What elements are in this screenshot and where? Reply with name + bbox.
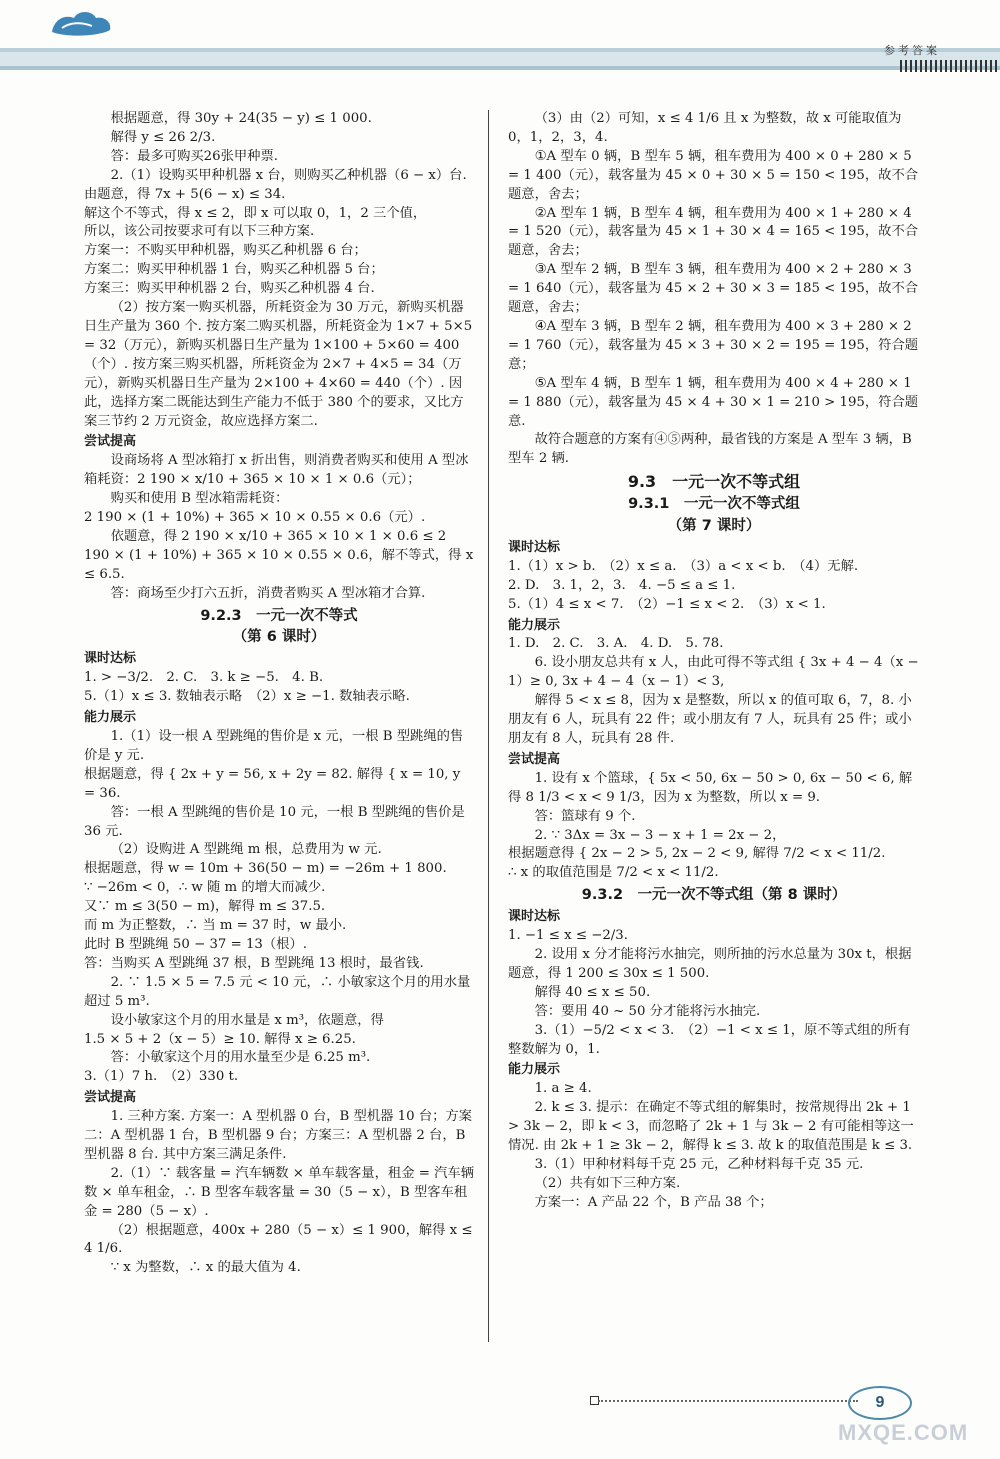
answer-line: 答：当购买 A 型跳绳 37 根，B 型跳绳 13 根时，最省钱. [84, 955, 424, 971]
answer-line: 解得 5 < x ≤ 8，因为 x 是整数，所以 x 的值可取 6，7，8. 小朋友有 6 人，玩具有 22 件；或小朋友有 7 人，玩具有 25 件；或小朋友有 8 人，玩具有 28 件. [508, 693, 912, 746]
answer-line: （2）共有如下三种方案. [534, 1175, 681, 1191]
answer-line: 2. ∵ 1.5 × 5 = 7.5 元 < 10 元，∴ 小敏家这个月的用水量超过 5 m³. [84, 974, 471, 1009]
section-heading: 9.2.3 一元一次不等式 [200, 607, 358, 624]
section-heading: 9.3.2 一元一次不等式组（第 8 课时） [581, 887, 847, 904]
header-tick-marks [900, 60, 1000, 72]
section-heading: 9.3.1 一元一次不等式组 [628, 496, 800, 513]
answer-line: 依题意，得 2 190 × x/10 + 365 × 10 × 1 × 0.6 ≤ 2 190 × (1 + 10%) + 365 × 10 × 0.55 × 0.6，解不等式，得 x ≤ 6.5. [84, 528, 478, 582]
answer-line: 答：小敏家这个月的用水量至少是 6.25 m³. [110, 1050, 371, 1066]
section-label: 尝试提高 [84, 434, 137, 450]
answer-line: ∵ x 为整数，∴ x 的最大值为 4. [110, 1260, 301, 1276]
answer-line: （2）设购进 A 型跳绳 m 根，总费用为 w 元. [110, 842, 382, 858]
answer-line: 设小敏家这个月的用水量是 x m³，依题意，得 [110, 1012, 384, 1028]
answer-line: 2. ∵ 3Δx = 3x − 3 − x + 1 = 2x − 2， [534, 827, 786, 843]
answer-line: 所以，该公司按要求可有以下三种方案. [84, 224, 315, 240]
answer-line: （2）根据题意，400x + 280（5 − x）≤ 1 900，解得 x ≤ 4 1/6. [84, 1222, 477, 1257]
watermark: MXQE.COM [838, 1420, 969, 1445]
answer-line: ②A 型车 1 辆，B 型车 4 辆，租车费用为 400 × 1 + 280 × 4 = 1 520（元），载客量为 45 × 1 + 30 × 4 = 165 < 195，故不合题意，舍去； [508, 205, 919, 259]
answer-line: 此时 B 型跳绳 50 − 37 = 13（根）. [84, 936, 308, 952]
answer-line: 购买和使用 B 型冰箱需耗资： [110, 491, 289, 507]
answer-line: 答：最多可购买26张甲种票. [110, 148, 279, 164]
answer-line: 根据题意，得 30y + 24(35 − y) ≤ 1 000. [110, 111, 372, 126]
answer-line: 根据题意，得 { 2x + y = 56, x + 2y = 82. 解得 { x = 10, y = 36. [84, 766, 465, 801]
answer-line: ④A 型车 3 辆，B 型车 2 辆，租车费用为 400 × 3 + 280 × 2 = 1 760（元），载客量为 45 × 3 + 30 × 2 = 195 = 195，符合题意； [508, 318, 919, 372]
answer-line: 方案三：购买甲种机器 2 台，购买乙种机器 4 台. [84, 281, 375, 297]
answer-line: 方案一：A 产品 22 个，B 产品 38 个； [534, 1194, 773, 1210]
left-column [84, 110, 478, 1278]
answer-line: 答：一根 A 型跳绳的售价是 10 元，一根 B 型跳绳的售价是 36 元. [84, 804, 470, 839]
answer-line: 而 m 为正整数，∴ 当 m = 37 时，w 最小. [84, 918, 347, 934]
answer-line: 1.（1）设一根 A 型跳绳的售价是 x 元，一根 B 型跳绳的售价是 y 元. [84, 729, 464, 763]
section-label: 课时达标 [508, 539, 561, 555]
answer-line: 方案二：购买甲种机器 1 台，购买乙种机器 5 台； [84, 262, 384, 278]
answer-line: 1. −1 ≤ x ≤ −2/3. [508, 928, 628, 944]
section-label: 能力展示 [84, 710, 137, 726]
answer-line: 解得 40 ≤ x ≤ 50. [534, 984, 651, 1000]
answer-line: 答：商场至少打六五折，消费者购买 A 型冰箱才合算. [110, 585, 426, 601]
section-label: 能力展示 [508, 1062, 561, 1078]
answer-line: ∴ x 的取值范围是 7/2 < x < 11/2. [508, 865, 719, 881]
column-divider [488, 110, 489, 1342]
page-header-band [0, 0, 1000, 78]
answer-line: 1. 三种方案. 方案一：A 型机器 0 台，B 型机器 10 台；方案二：A 型机器 1 台，B 型机器 9 台；方案三：A 型机器 2 台，B 型机器 8 台. 其中方案三满足条件. [84, 1109, 473, 1162]
answer-line: 2.（1）设购买甲种机器 x 台，则购买乙种机器（6 − x）台. [110, 167, 467, 183]
answer-line: 方案一：不购买甲种机器，购买乙种机器 6 台； [84, 243, 367, 259]
answer-line: 1. a ≥ 4. [534, 1081, 592, 1097]
answer-line: 1.（1）x > b. （2）x ≤ a. （3）a < x < b. （4）无解. [508, 558, 859, 574]
answer-line: 又∵ m ≤ 3(50 − m)，解得 m ≤ 37.5. [84, 899, 326, 915]
answer-line: 6. 设小朋友总共有 x 人，由此可得不等式组 { 3x + 4 − 4（x − 1）≥ 0, 3x + 4 − 4（x − 1）< 3, [508, 655, 923, 690]
answer-line: 2. 设用 x 分才能将污水抽完，则所抽的污水总量为 30x t，根据题意，得 1 200 ≤ 30x ≤ 1 500. [508, 946, 912, 981]
answer-line: 3.（1）甲种材料每千克 25 元，乙种材料每千克 35 元. [534, 1156, 864, 1172]
answer-line: （3）由（2）可知，x ≤ 4 1/6 且 x 为整数，故 x 可能取值为 0，1，2，3，4. [508, 111, 906, 145]
answer-line: （2）按方案一购买机器，所耗资金为 30 万元，新购买机器日生产量为 360 个. 按方案二购买机器，所耗资金为 1×7 + 5×5 = 32（万元），新购买机器日生产量为 1×100 + 5×60 = 400（个）. 按方案三购买机器，所耗资金为 2×7 + 4×5 = 34（万元），新购买机器日生产量为 2×100 + 4×60 = 440（个）. 因此，选择方案二既能达到生产能力不低于 380 个的要求，又比方案三节约 2 万元资金，故应选择方案二. [84, 300, 477, 429]
page-number: 9 [848, 1386, 912, 1420]
cloud-logo-icon [48, 6, 118, 40]
answer-line: 5.（1）4 ≤ x < 7. （2）−1 ≤ x < 2. （3）x < 1. [508, 596, 826, 612]
answer-line: 解这个不等式，得 x ≤ 2，即 x 可以取 0，1，2 三个值， [84, 205, 427, 221]
answer-line: 设商场将 A 型冰箱打 x 折出售，则消费者购买和使用 A 型冰箱耗资：2 190 × x/10 + 365 × 10 × 1 × 0.6（元）； [84, 453, 469, 488]
section-heading: （第 7 课时） [667, 518, 761, 535]
answer-line: 2. k ≤ 3. 提示：在确定不等式组的解集时，按常规得出 2k + 1 > 3k − 2，即 k < 3，而忽略了 2k + 1 与 3k − 2 有可能相等这一情况. 由 2k + 1 ≥ 3k − 2，解得 k ≤ 3. 故 k 的取值范围是 k ≤ 3. [508, 1100, 916, 1154]
answer-line: 3.（1）7 h. （2）330 t. [84, 1069, 239, 1085]
answer-line: 5.（1）x ≤ 3. 数轴表示略 （2）x ≥ −1. 数轴表示略. [84, 689, 410, 705]
answer-line: 根据题意得 { 2x − 2 > 5, 2x − 2 < 9, 解得 7/2 < x < 11/2. [508, 846, 886, 862]
answer-line: ∵ −26m < 0，∴ w 随 m 的增大而减少. [84, 880, 326, 896]
answer-line: ⑤A 型车 4 辆，B 型车 1 辆，租车费用为 400 × 4 + 280 × 1 = 1 880（元），载客量为 45 × 4 + 30 × 1 = 210 > 195，符合题意. [508, 375, 919, 429]
footer-dotted-line [598, 1400, 858, 1402]
answer-line: 1. > −3/2. 2. C. 3. k ≥ −5. 4. B. [84, 670, 324, 686]
section-label: 尝试提高 [508, 751, 561, 767]
answer-line: 2 190 × (1 + 10%) + 365 × 10 × 0.55 × 0.6（元）. [84, 510, 426, 526]
section-heading: 9.3 一元一次不等式组 [627, 472, 801, 492]
reference-answer-label: 参考答案 [884, 44, 940, 57]
right-column [508, 110, 923, 1213]
header-decoration [0, 0, 1000, 78]
answer-line: 故符合题意的方案有④⑤两种，最省钱的方案是 A 型车 3 辆，B 型车 2 辆. [508, 432, 916, 467]
section-label: 课时达标 [84, 651, 137, 667]
answer-line: 1. 设有 x 个篮球，{ 5x < 50, 6x − 50 > 0, 6x − 50 < 6, 解得 8 1/3 < x < 9 1/3，因为 x 为整数，所以 x = 9. [508, 770, 913, 805]
section-label: 课时达标 [508, 909, 561, 925]
section-label: 能力展示 [508, 617, 561, 633]
answer-line: 1. D. 2. C. 3. A. 4. D. 5. 78. [508, 636, 724, 652]
answer-line: ③A 型车 2 辆，B 型车 3 辆，租车费用为 400 × 2 + 280 × 3 = 1 640（元），载客量为 45 × 2 + 30 × 3 = 185 < 195，故不合题意，舍去； [508, 262, 919, 316]
answer-line: 2. D. 3. 1，2，3. 4. −5 ≤ a ≤ 1. [508, 577, 736, 593]
section-heading: （第 6 课时） [232, 629, 326, 646]
answer-line: 根据题意，得 w = 10m + 36(50 − m) = −26m + 1 800. [84, 861, 447, 877]
answer-line: 1.5 × 5 + 2（x − 5）≥ 10. 解得 x ≥ 6.25. [84, 1031, 356, 1047]
answer-line: 答：要用 40 ~ 50 分才能将污水抽完. [534, 1003, 761, 1019]
answer-line: 由题意，得 7x + 5(6 − x) ≤ 34. [84, 186, 286, 202]
answer-line: 2.（1）∵ 载客量 = 汽车辆数 × 单车载客量，租金 = 汽车辆数 × 单车租金，∴ B 型客车载客量 = 30（5 − x），B 型客车租金 = 280（5 − x）. [84, 1165, 474, 1219]
answer-line: 解得 y ≤ 26 2/3. [110, 129, 216, 145]
answer-line: 答：篮球有 9 个. [534, 808, 636, 824]
answer-line: 3.（1）−5/2 < x < 3. （2）−1 < x ≤ 1，原不等式组的所有整数解为 0，1. [508, 1022, 911, 1057]
answer-line: ①A 型车 0 辆，B 型车 5 辆，租车费用为 400 × 0 + 280 × 5 = 1 400（元），载客量为 45 × 0 + 30 × 5 = 150 < 195，故不合题意，舍去； [508, 148, 919, 202]
section-label: 尝试提高 [84, 1090, 137, 1106]
